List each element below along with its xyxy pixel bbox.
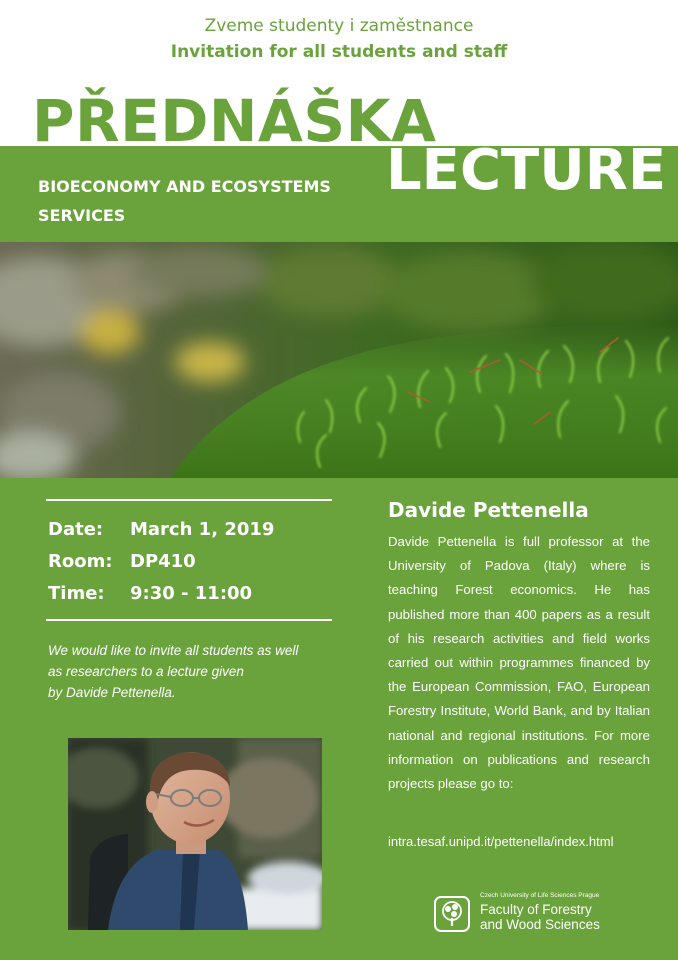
divider-top	[46, 499, 332, 501]
time-value: 9:30 - 11:00	[130, 583, 253, 604]
invitation-english: Invitation for all students and staff	[170, 42, 508, 62]
faculty-name-line2: and Wood Sciences	[480, 917, 600, 932]
speaker-bio: Davide Pettenella is full professor at the University of Padova (Italy) where is teaching Forest economics. He has published more than 400 papers as a result of his research activities and field works carried out within programmes financed by the European Commission, FAO, European Forestry Institute, World Bank, and by Italian national and regional institutions. For more information on publications and research projects please go to:	[388, 534, 650, 792]
faculty-name-line1: Faculty of Forestry	[480, 902, 592, 917]
lecture-topic-line2: SERVICES	[38, 206, 126, 225]
invitation-czech: Zveme studenty i zaměstnance	[204, 16, 474, 36]
invitation-text	[48, 640, 338, 703]
room-value: DP410	[130, 551, 196, 572]
faculty-logo	[434, 892, 634, 936]
divider-bottom	[46, 619, 332, 621]
invitation-line1: We would like to invite all students as well	[48, 643, 299, 658]
invitation-line2: as researchers to a lecture given	[48, 664, 244, 679]
moss-photo	[0, 242, 678, 478]
time-label: Time:	[48, 583, 105, 604]
title-czech: PŘEDNÁŠKA	[32, 87, 437, 155]
room-label: Room:	[48, 551, 113, 572]
speaker-portrait	[68, 738, 322, 930]
speaker-website-link[interactable]: intra.tesaf.unipd.it/pettenella/index.html	[388, 834, 614, 849]
university-name: Czech University of Life Sciences Prague	[480, 892, 600, 899]
lecture-topic-line1: BIOECONOMY AND ECOSYSTEMS	[38, 177, 331, 196]
date-label: Date:	[48, 519, 104, 540]
date-value: March 1, 2019	[130, 519, 275, 540]
title-english: LECTURE	[386, 138, 667, 203]
lecture-topic	[38, 172, 368, 230]
speaker-name: Davide Pettenella	[388, 498, 589, 522]
invitation-line3: by Davide Pettenella.	[48, 685, 176, 700]
tree-logo-icon	[434, 896, 470, 932]
